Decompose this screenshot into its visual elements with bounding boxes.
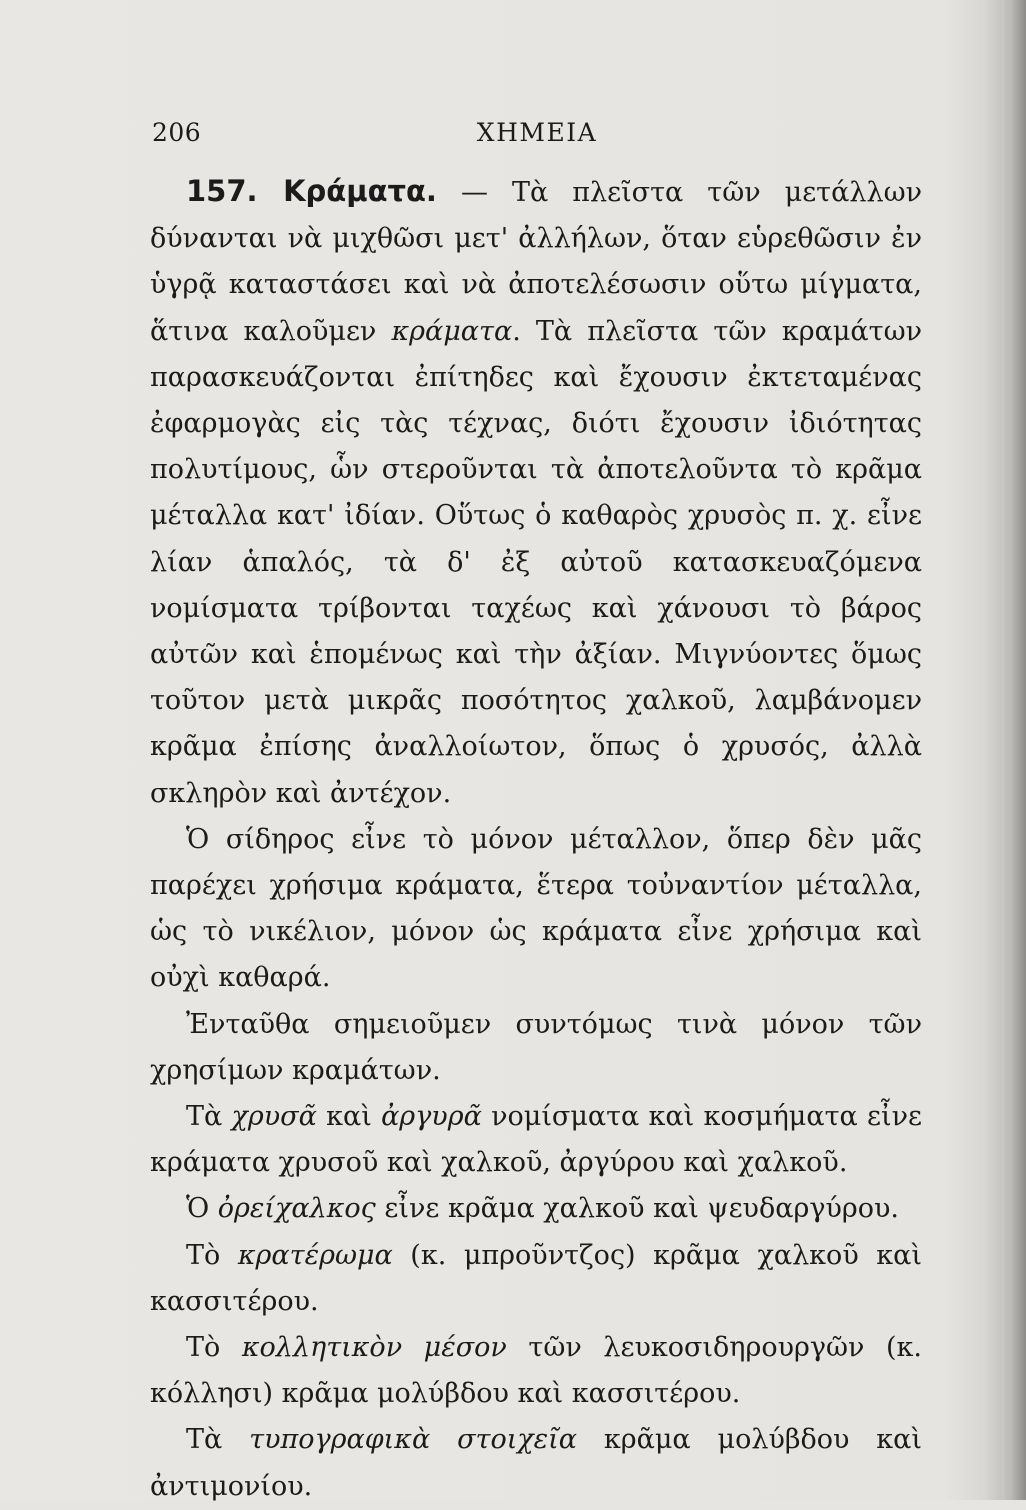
page-number: 206 (152, 118, 202, 147)
alloy-mid: καὶ (316, 1101, 382, 1133)
note-paragraph: Ἐνταῦθα σημειοῦμεν συντόμως τινὰ μόνον τῶν χρησίμων κραμάτων. (150, 1008, 922, 1086)
alloy-post: νομίσματα καὶ κοσμήματα εἶνε κράματα χρυσοῦ καὶ χαλκοῦ, ἀργύρου καὶ χαλκοῦ. (150, 1101, 922, 1179)
alloy-pre: Τὰ (186, 1424, 250, 1456)
section-paragraph (150, 168, 922, 817)
alloy-term-brass: ὀρείχαλκος (217, 1193, 376, 1225)
alloy-post: (κ. μπροῦντζος) κρᾶμα χαλκοῦ καὶ κασσιτέρου. (150, 1239, 922, 1317)
alloy-paragraph-gold-silver (150, 1094, 922, 1186)
term-kramata: κράματα (391, 315, 513, 347)
alloy-term-bronze: κρατέρωμα (237, 1239, 393, 1271)
alloy-post: εἶνε κρᾶμα χαλκοῦ καὶ ψευδαργύρου. (375, 1193, 900, 1225)
iron-paragraph: Ὁ σίδηρος εἶνε τὸ μόνον μέταλλον, ὅπερ δὲν μᾶς παρέχει χρήσιμα κράματα, ἕτερα τοὐναντίον μέταλλα, ὡς τὸ νικέλιον, μόνον ὡς κράματα εἶνε χρήσιμα καὶ οὐχὶ καθαρά. (150, 823, 922, 994)
page-header (152, 110, 922, 154)
running-title: ΧΗΜΕΙΑ (476, 118, 598, 147)
alloy-pre: Τὰ (186, 1101, 232, 1133)
alloy-pre: Τὸ (186, 1332, 242, 1364)
binding-edge (1002, 0, 1004, 1500)
alloy-post: τῶν λευκοσιδηρουργῶν (κ. κόλλησι) κρᾶμα μολύβδου καὶ κασσιτέρου. (150, 1332, 922, 1410)
alloy-pre: Τὸ (186, 1239, 238, 1271)
alloy-term-solder: κολλητικὸν μέσον (241, 1332, 507, 1364)
section-heading: 157. Κράματα. (186, 174, 437, 208)
alloy-paragraph-bronze (150, 1233, 922, 1325)
alloy-paragraph-type-metal (150, 1417, 922, 1509)
alloy-post: κρᾶμα μολύβδου καὶ ἀντιμονίου. (150, 1424, 922, 1502)
alloy-term-type-metal: τυπογραφικὰ στοιχεῖα (249, 1424, 577, 1456)
section-intro-b: . Τὰ πλεῖστα τῶν κραμάτων παρασκευάζονται ἐπίτηδες καὶ ἔχουσιν ἐκτεταμένας ἐφαρμογὰς εἰς τὰς τέχνας, διότι ἔχουσιν ἰδιότητας πολυτίμους, ὧν στεροῦνται τὰ ἀποτελοῦντα τὸ κρᾶμα μέταλλα κατ' ἰδίαν. Οὕτως ὁ καθαρὸς χρυσὸς π. χ. εἶνε λίαν ἁπαλός, τὰ δ' ἐξ αὐτοῦ κατασκευαζόμενα νομίσματα τρίβονται ταχέως καὶ χάνουσι τὸ βάρος αὐτῶν καὶ ἑπομένως καὶ τὴν ἀξίαν. Μιγνύοντες ὅμως τοῦτον μετὰ μικρᾶς ποσότητος χαλκοῦ, λαμβάνομεν κρᾶμα ἐπίσης ἀναλλοίωτον, ὅπως ὁ χρυσός, ἀλλὰ σκληρὸν καὶ ἀντέχον. (150, 315, 922, 809)
section-intro-a: — Τὰ πλεῖστα τῶν μετάλλων δύνανται νὰ μιχθῶσι μετ' ἀλλήλων, ὅταν εὑρεθῶσιν ἐν ὑγρᾷ καταστάσει καὶ νὰ ἀποτελέσωσιν οὕτω μίγματα, ἅτινα καλοῦμεν (150, 177, 923, 347)
alloy-term-gold: χρυσᾶ (231, 1101, 317, 1133)
alloy-paragraph-brass (150, 1186, 922, 1232)
alloy-paragraph-solder (150, 1325, 922, 1417)
page-body (150, 168, 922, 1510)
alloy-term-silver: ἀργυρᾶ (381, 1101, 482, 1133)
alloy-pre: Ὁ (186, 1193, 218, 1225)
